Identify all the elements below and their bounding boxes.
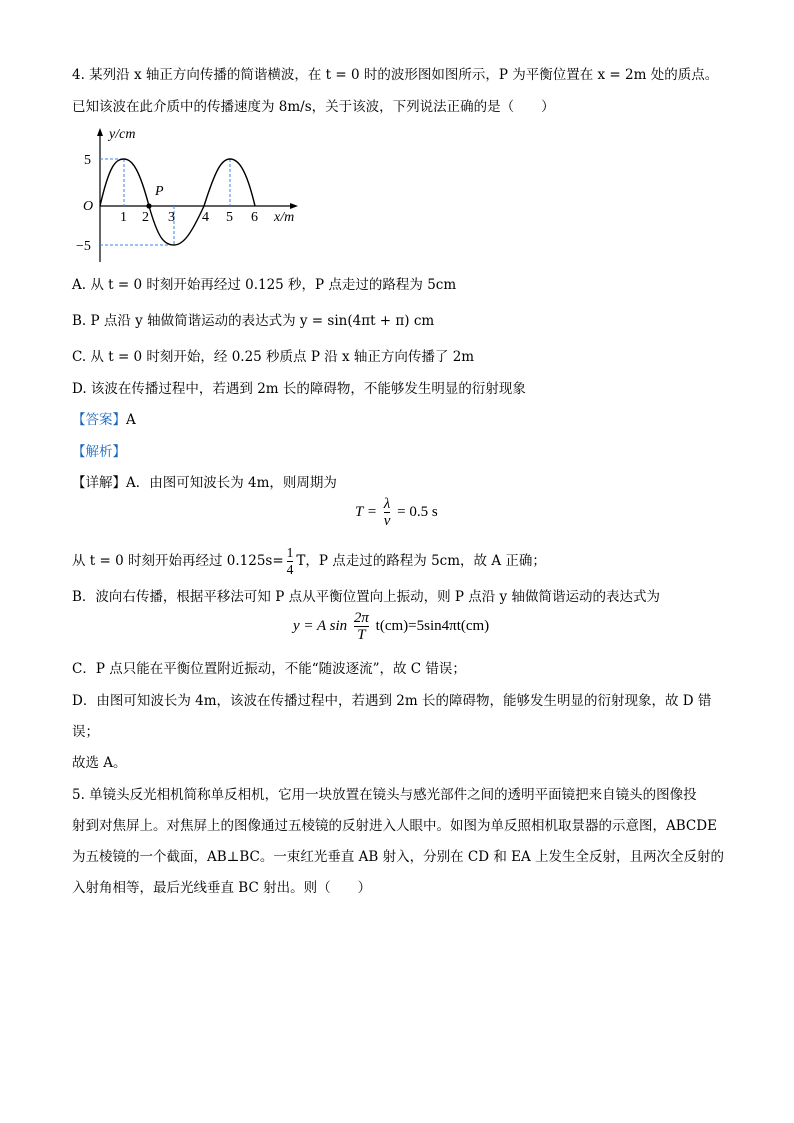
answer-label: 【答案】: [72, 412, 126, 428]
origin-label: O: [83, 199, 94, 214]
x-axis-arrow: [290, 203, 298, 209]
y-axis-arrow: [97, 128, 103, 136]
x-tick-6: 6: [251, 210, 258, 225]
x-tick-2: 2: [142, 210, 149, 225]
equation-motion: y = A sin $\frac{2\pi}{T}$ t(cm)=5sin4πt(cm): [293, 610, 490, 643]
x-tick-1: 1: [120, 210, 127, 225]
x-axis-label: x/m: [274, 210, 295, 225]
option-a: A. 从 t = 0 时刻开始再经过 0.125 秒，P 点走过的路程为 5cm: [72, 277, 457, 293]
conclusion: 故选 A。: [72, 755, 127, 771]
question-5-line4: 入射角相等，最后光线垂直 BC 射出。则（ ）: [72, 880, 372, 896]
option-c: C. 从 t = 0 时刻开始，经 0.25 秒质点 P 沿 x 轴正方向传播了 2m: [72, 349, 475, 365]
detail-line-a: 【详解】A．由图可知波长为 4m，则周期为: [72, 475, 337, 491]
option-b: B. P 点沿 y 轴做简谐运动的表达式为 y = sin(4πt + π) cm: [72, 313, 435, 329]
point-p-label: P: [155, 184, 164, 199]
question-5-line3: 为五棱镜的一个截面，AB⊥BC。一束红光垂直 AB 射入，分别在 CD 和 EA 上发生全反射，且两次全反射的: [72, 849, 725, 865]
equation-period: T = $\frac{\lambda}{v}$ = 0.5 s: [355, 496, 438, 529]
x-tick-5: 5: [226, 210, 233, 225]
question-5-line2: 射到对焦屏上。对焦屏上的图像通过五棱镜的反射进入人眼中。如图为单反照相机取景器的示意图，ABCDE: [72, 818, 717, 834]
detail-line-c: C．P 点只能在平衡位置附近振动，不能“随波逐流”，故 C 错误；: [72, 661, 466, 677]
question-4-stem-line2: 已知该波在此介质中的传播速度为 8m/s，关于该波，下列说法正确的是（ ）: [72, 99, 555, 115]
x-tick-3: 3: [168, 210, 175, 225]
question-4-stem-line1: 4. 某列沿 x 轴正方向传播的简谐横波，在 t = 0 时的波形图如图所示，P 为平衡位置在 x = 2m 处的质点。: [72, 67, 719, 83]
detail-line-b: B．波向右传播，根据平移法可知 P 点从平衡位置向上振动，则 P 点沿 y 轴做简谐运动的表达式为: [72, 589, 660, 605]
analysis-label: 【解析】: [72, 444, 126, 460]
wave-graph: [78, 122, 318, 272]
detail-line-d2: 误；: [72, 724, 99, 740]
x-tick-4: 4: [202, 210, 209, 225]
detail-line-a2: 从 t = 0 时刻开始再经过 0.125s= $\frac{1}{4}$ T，P 点走过的路程为 5cm，故 A 正确；: [72, 545, 546, 577]
wave-curve: [100, 159, 255, 245]
detail-line-d: D．由图可知波长为 4m，该波在传播过程中，若遇到 2m 长的障碍物，能够发生明显的衍射现象，故 D 错: [72, 693, 712, 709]
y-tick-minus5: −5: [76, 239, 91, 254]
answer-value: A: [126, 412, 136, 428]
answer-line: [72, 411, 136, 429]
option-d: D. 该波在传播过程中，若遇到 2m 长的障碍物，不能够发生明显的衍射现象: [72, 381, 526, 397]
y-tick-5: 5: [84, 153, 91, 168]
question-5-line1: 5. 单镜头反光相机简称单反相机，它用一块放置在镜头与感光部件之间的透明平面镜把来自镜头的图像投: [72, 787, 697, 803]
y-axis-label: y/cm: [109, 127, 136, 142]
point-p: [146, 203, 151, 208]
